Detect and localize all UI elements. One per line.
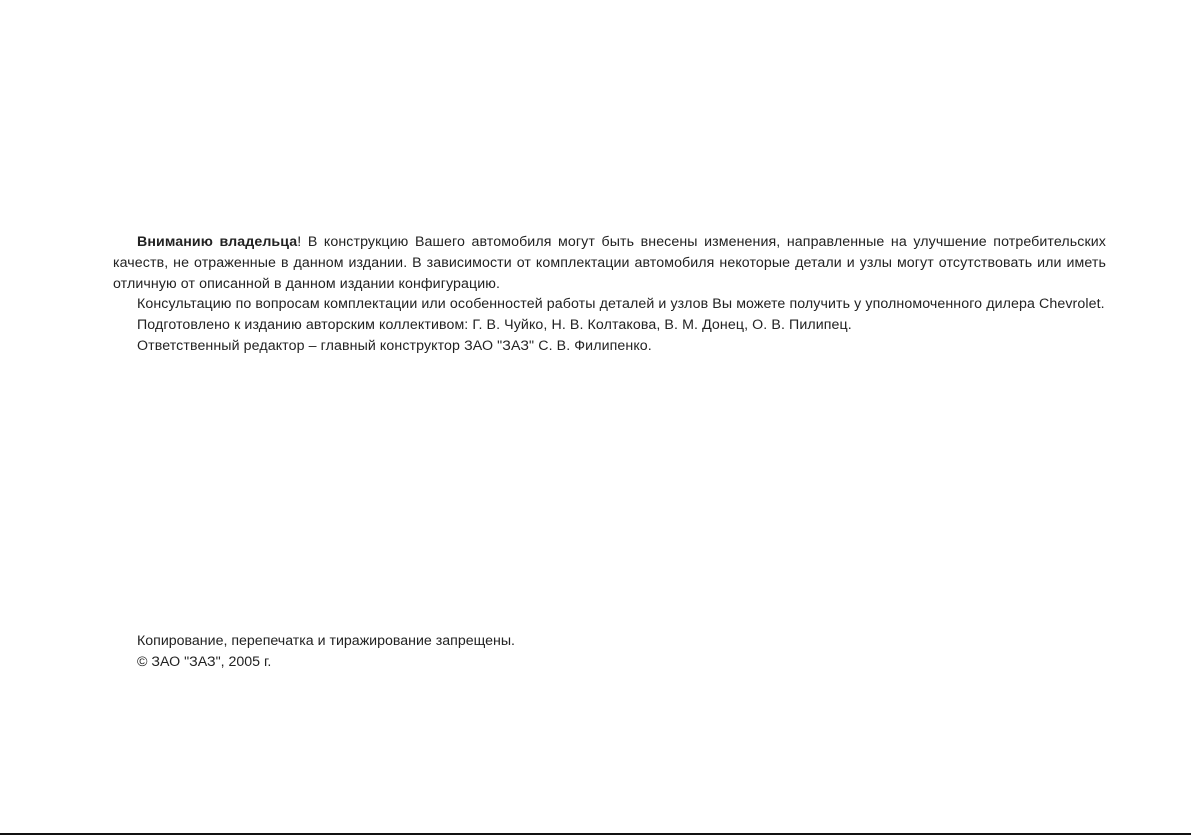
copy-prohibited-notice: Копирование, перепечатка и тиражирование запрещены. [137, 633, 515, 649]
owner-heading: Вниманию владельца [137, 234, 298, 250]
notice-paragraph-editor: Ответственный редактор – главный конструктор ЗАО "ЗАЗ" С. В. Филипенко. [137, 337, 652, 354]
copyright-line: © ЗАО "ЗАЗ", 2005 г. [137, 653, 272, 670]
notice-paragraph-dealer: Консультацию по вопросам комплектации или особенностей работы деталей и узлов Вы можете получить у уполномоченного дилера Chevrolet. [137, 296, 1105, 313]
copyright-block [113, 631, 515, 673]
owner-exclaim: ! [297, 234, 302, 250]
bottom-divider [0, 833, 1191, 835]
notice-paragraph-changes [113, 232, 1106, 294]
notice-paragraph-authors: Подготовлено к изданию авторским коллективом: Г. В. Чуйко, Н. В. Колтакова, В. М. Донец, О. В. Пилипец. [137, 317, 852, 334]
owner-notice [113, 232, 1106, 357]
notice-paragraph-changes-text: В конструкцию Вашего автомобиля могут быть внесены изменения, направленные на улучшение потребительских качеств, не отраженные в данном издании. В зависимости от комплектации автомобиля некоторые детали и узлы могут отсутствовать или иметь отличную от описанной в данном издании конфигурацию. [113, 234, 1106, 292]
